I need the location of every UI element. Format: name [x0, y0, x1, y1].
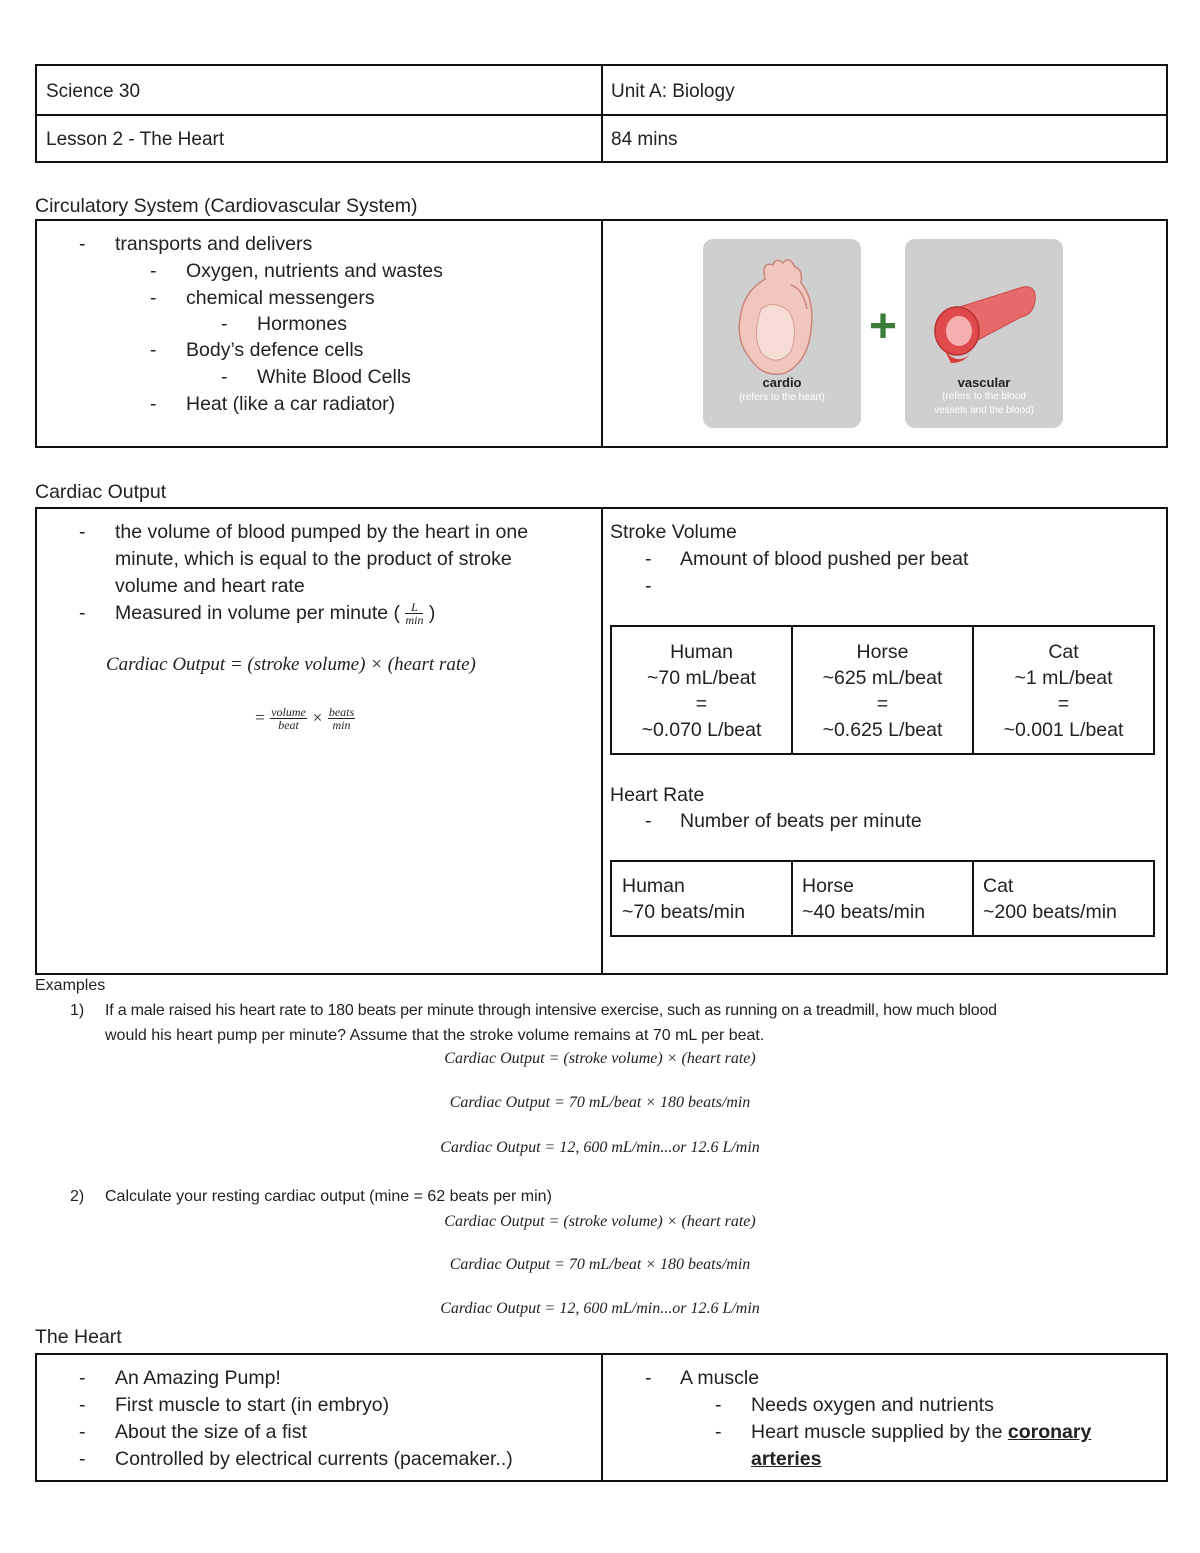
beat-rate: ~200 beats/min: [983, 901, 1117, 923]
question-1-equation: Cardiac Output = 70 mL/beat × 180 beats/min: [449, 1094, 751, 1111]
definition-line: the volume of blood pumped by the heart in one: [115, 521, 529, 543]
question-1-number: 1): [70, 1002, 85, 1019]
dash: -: [79, 233, 86, 255]
course-name: Science 30: [46, 81, 141, 102]
volume-ml: ~70 mL/beat: [647, 667, 756, 689]
unit-denominator: min: [405, 613, 424, 628]
definition-line: minute, which is equal to the product of stroke: [115, 548, 512, 570]
question-2-equation: Cardiac Output = 12, 600 mL/min...or 12.6 L/min: [440, 1300, 760, 1317]
question-2-line: Calculate your resting cardiac output (mine = 62 beats per min): [105, 1188, 552, 1205]
times-sign: ×: [311, 707, 324, 727]
vascular-caption-line-2: vessels and the blood): [933, 405, 1035, 416]
list-item: transports and delivers: [115, 233, 313, 255]
list-item: First muscle to start (in embryo): [115, 1394, 390, 1416]
animal-name: Cat: [1048, 641, 1079, 663]
list-item: White Blood Cells: [257, 366, 411, 388]
dash: -: [79, 1367, 86, 1389]
heart-rate-cell: [611, 861, 792, 936]
heart-icon: [703, 239, 861, 379]
dash: -: [645, 1367, 652, 1389]
vascular-label: vascular: [957, 375, 1011, 390]
fraction-numerator: volume: [271, 705, 306, 719]
dash: -: [715, 1421, 722, 1443]
dash: -: [150, 393, 157, 415]
stroke-volume-cell: [973, 626, 1154, 754]
list-item: Body’s defence cells: [186, 339, 364, 361]
fraction-denominator: beat: [278, 718, 299, 732]
animal-name: Horse: [856, 641, 909, 663]
list-item: A muscle: [680, 1367, 760, 1389]
beats-per-minute: [328, 706, 355, 731]
the-heart-heading: The Heart: [35, 1326, 122, 1348]
question-1-equation: Cardiac Output = (stroke volume) × (heart rate): [444, 1050, 756, 1067]
volume-l: ~0.001 L/beat: [1003, 719, 1124, 741]
volume-per-beat: [270, 706, 307, 731]
fraction-denominator: min: [332, 718, 351, 732]
coronary-term: coronary: [1007, 1421, 1092, 1443]
dash: -: [79, 1394, 86, 1416]
stroke-volume-table: [610, 625, 1155, 755]
lesson-duration: 84 mins: [611, 129, 678, 150]
cardio-caption: (refers to the heart): [739, 392, 825, 403]
heart-rate-cell: [973, 861, 1154, 936]
volume-l: ~0.070 L/beat: [641, 719, 762, 741]
list-item: An Amazing Pump!: [115, 1367, 281, 1389]
vascular-panel: [905, 239, 1063, 428]
dash: -: [645, 810, 652, 832]
measured-suffix: ): [428, 602, 436, 624]
animal-name: Human: [670, 641, 733, 663]
dash: -: [221, 313, 228, 335]
equals: =: [695, 693, 708, 715]
stroke-volume-heading: Stroke Volume: [610, 521, 737, 543]
vascular-caption-line-1: (refers to the blood: [942, 391, 1026, 402]
volume-ml: ~625 mL/beat: [822, 667, 943, 689]
question-1-equation: Cardiac Output = 12, 600 mL/min...or 12.6 L/min: [440, 1139, 760, 1156]
question-1-line: If a male raised his heart rate to 180 beats per minute through intensive exercise, such as running on a treadmill, how much blood: [105, 1002, 997, 1019]
cardiac-output-heading: Cardiac Output: [35, 481, 167, 503]
unit-equation: [254, 706, 355, 731]
heart-rate-heading: Heart Rate: [610, 784, 705, 806]
equals: =: [876, 693, 889, 715]
definition-line: volume and heart rate: [115, 575, 305, 597]
coronary-prefix: Heart muscle supplied by the: [751, 1421, 1003, 1443]
question-2-number: 2): [70, 1188, 85, 1205]
blood-vessel-icon: [905, 239, 1063, 379]
animal-name: Horse: [802, 875, 855, 897]
dash: -: [79, 602, 86, 624]
stroke-volume-cell: [792, 626, 973, 754]
measured-line: [115, 600, 435, 627]
list-item: Oxygen, nutrients and wastes: [186, 260, 443, 282]
list-item: Needs oxygen and nutrients: [751, 1394, 994, 1416]
measured-prefix: Measured in volume per minute (: [115, 602, 401, 624]
dash: -: [150, 287, 157, 309]
dash: -: [645, 548, 652, 570]
circulatory-heading: Circulatory System (Cardiovascular System): [35, 195, 418, 217]
heart-rate-item: Number of beats per minute: [680, 810, 922, 832]
dash: -: [715, 1394, 722, 1416]
examples-heading: Examples: [35, 977, 106, 994]
stroke-volume-cell: [611, 626, 792, 754]
question-1-line: would his heart pump per minute? Assume that the stroke volume remains at 70 mL per beat.: [105, 1027, 765, 1044]
list-item: chemical messengers: [186, 287, 375, 309]
unit-numerator: L: [405, 601, 423, 614]
dash: -: [79, 521, 86, 543]
beat-rate: ~70 beats/min: [622, 901, 746, 923]
unit-name: Unit A: Biology: [611, 81, 735, 102]
list-item: Hormones: [257, 313, 347, 335]
list-item: About the size of a fist: [115, 1421, 307, 1443]
header-table: [35, 64, 1168, 163]
beat-rate: ~40 beats/min: [802, 901, 926, 923]
fraction-numerator: beats: [328, 705, 355, 719]
question-2-equation: Cardiac Output = (stroke volume) × (heart rate): [444, 1213, 756, 1230]
heart-rate-table: [610, 860, 1155, 937]
list-item: Heat (like a car radiator): [186, 393, 396, 415]
cardio-label: cardio: [762, 375, 802, 390]
dash: -: [150, 260, 157, 282]
dash: -: [221, 366, 228, 388]
animal-name: Human: [622, 875, 685, 897]
stroke-volume-item: Amount of blood pushed per beat: [680, 548, 969, 570]
arteries-term: arteries: [751, 1448, 822, 1470]
cardio-panel: [703, 239, 861, 428]
list-item: Controlled by electrical currents (pacemaker..): [115, 1448, 513, 1470]
dash: -: [79, 1448, 86, 1470]
dash: -: [79, 1421, 86, 1443]
list-item: [751, 1419, 1091, 1446]
equals: =: [1057, 693, 1070, 715]
dash: -: [150, 339, 157, 361]
volume-l: ~0.625 L/beat: [822, 719, 943, 741]
cardiac-output-formula: Cardiac Output = (stroke volume) × (heart rate): [106, 654, 476, 675]
animal-name: Cat: [983, 875, 1014, 897]
heart-rate-cell: [792, 861, 973, 936]
question-2-equation: Cardiac Output = 70 mL/beat × 180 beats/min: [449, 1256, 751, 1273]
plus-sign: +: [868, 300, 898, 353]
equals-sign: =: [254, 707, 266, 727]
volume-ml: ~1 mL/beat: [1014, 667, 1113, 689]
unit-fraction: [405, 601, 423, 626]
dash: -: [645, 575, 652, 597]
lesson-title: Lesson 2 - The Heart: [46, 129, 225, 150]
